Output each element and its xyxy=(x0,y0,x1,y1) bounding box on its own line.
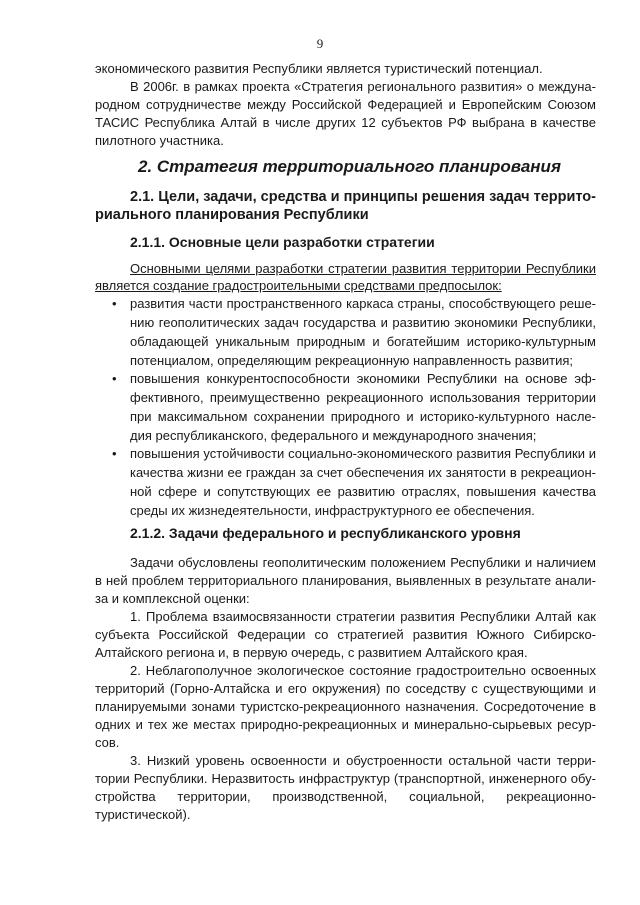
bullet-line: качества жизни ее граждан за счет обеспечения их занятости в рекреацион- xyxy=(130,465,596,480)
goals-lead-line: Основными целями разработки стратегии развития территории Республики xyxy=(130,261,596,276)
task-item-line: стройства территории, производственной, социальной, рекреационно- xyxy=(95,789,596,804)
bullet-line: обладающей уникальным природным и богатейшим историко-культурным xyxy=(130,334,596,349)
intro-paragraph-line: пилотного участника. xyxy=(95,133,224,148)
intro-paragraph-line: родном сотрудничестве между Российской Федерацией и Европейским Союзом xyxy=(95,97,596,112)
task-item-line: туристической). xyxy=(95,807,191,822)
bullet-line: фективного, преимущественно рекреационного использования территории xyxy=(130,390,596,405)
task-item-line: 1. Проблема взаимосвязанности стратегии развития Республики Алтай как xyxy=(130,609,596,624)
task-item-line: одних и тех же местах природно-рекреационных и минерально-сырьевых ресур- xyxy=(95,717,596,732)
task-item-line: сов. xyxy=(95,735,120,750)
subsubsection-heading: 2.1.1. Основные цели разработки стратегии xyxy=(130,234,435,250)
task-item-line: 2. Неблагополучное экологическое состояние градостроительно освоенных xyxy=(130,663,596,678)
task-item-line: территорий (Горно-Алтайска и его окружения) по соседству с существующими и xyxy=(95,681,596,696)
tasks-lead-line: в ней проблем территориального планирования, выявленных в результате анали- xyxy=(95,573,596,588)
subsubsection-heading: 2.1.2. Задачи федерального и республиканского уровня xyxy=(130,525,521,541)
bullet-line: ной сфере и сопутствующих ее развитию отраслях, повышения качества xyxy=(130,484,596,499)
intro-paragraph-line: В 2006г. в рамках проекта «Стратегия регионального развития» о междуна- xyxy=(130,79,596,94)
bullet-line: нию геополитических задач государства и развитию экономики Республики, xyxy=(130,315,596,330)
task-item-line: субъекта Российской Федерации со стратегией развития Южного Сибирско- xyxy=(95,627,596,642)
bullet-line: повышения устойчивости социально-экономического развития Республики и xyxy=(130,446,596,461)
bullet-mark: • xyxy=(112,371,117,386)
intro-line: экономического развития Республики является туристический потенциал. xyxy=(95,61,543,76)
tasks-lead-line: за и комплексной оценки: xyxy=(95,591,250,606)
intro-paragraph-line: ТАСИС Республика Алтай в числе других 12 субъектов РФ выбрана в качестве xyxy=(95,115,596,130)
bullet-line: среды их жизнедеятельности, инфраструктурного ее обеспечения. xyxy=(130,503,535,518)
page-number: 9 xyxy=(316,36,324,51)
task-item-line: 3. Низкий уровень освоенности и обустроенности остальной части терри- xyxy=(130,753,596,768)
bullet-line: развития части пространственного каркаса страны, способствующего реше- xyxy=(130,296,596,311)
subsection-heading-line: риального планирования Республики xyxy=(95,207,369,223)
bullet-mark: • xyxy=(112,446,117,461)
task-item-line: Алтайского региона и, в первую очередь, с развитием Алтайского края. xyxy=(95,645,528,660)
bullet-line: повышения конкурентоспособности экономики Республики на основе эф- xyxy=(130,371,596,386)
bullet-line: дия республиканского, федерального и международного значения; xyxy=(130,428,537,443)
goals-lead-line: является создание градостроительными средствами предпосылок: xyxy=(95,278,502,293)
bullet-mark: • xyxy=(112,296,117,311)
section-heading: 2. Стратегия территориального планирования xyxy=(138,157,561,176)
task-item-line: тории Республики. Неразвитость инфраструктур (транспортной, инженерного обу- xyxy=(95,771,596,786)
bullet-line: при максимальном сохранении природного и историко-культурного насле- xyxy=(130,409,596,424)
bullet-line: потенциалом, определяющим рекреационную направленность развития; xyxy=(130,353,574,368)
tasks-lead-line: Задачи обусловлены геополитическим положением Республики и наличием xyxy=(130,555,596,570)
task-item-line: планируемыми зонами туристско-рекреационного назначения. Сосредоточение в xyxy=(95,699,596,714)
subsection-heading-line: 2.1. Цели, задачи, средства и принципы решения задач террито- xyxy=(130,189,596,205)
